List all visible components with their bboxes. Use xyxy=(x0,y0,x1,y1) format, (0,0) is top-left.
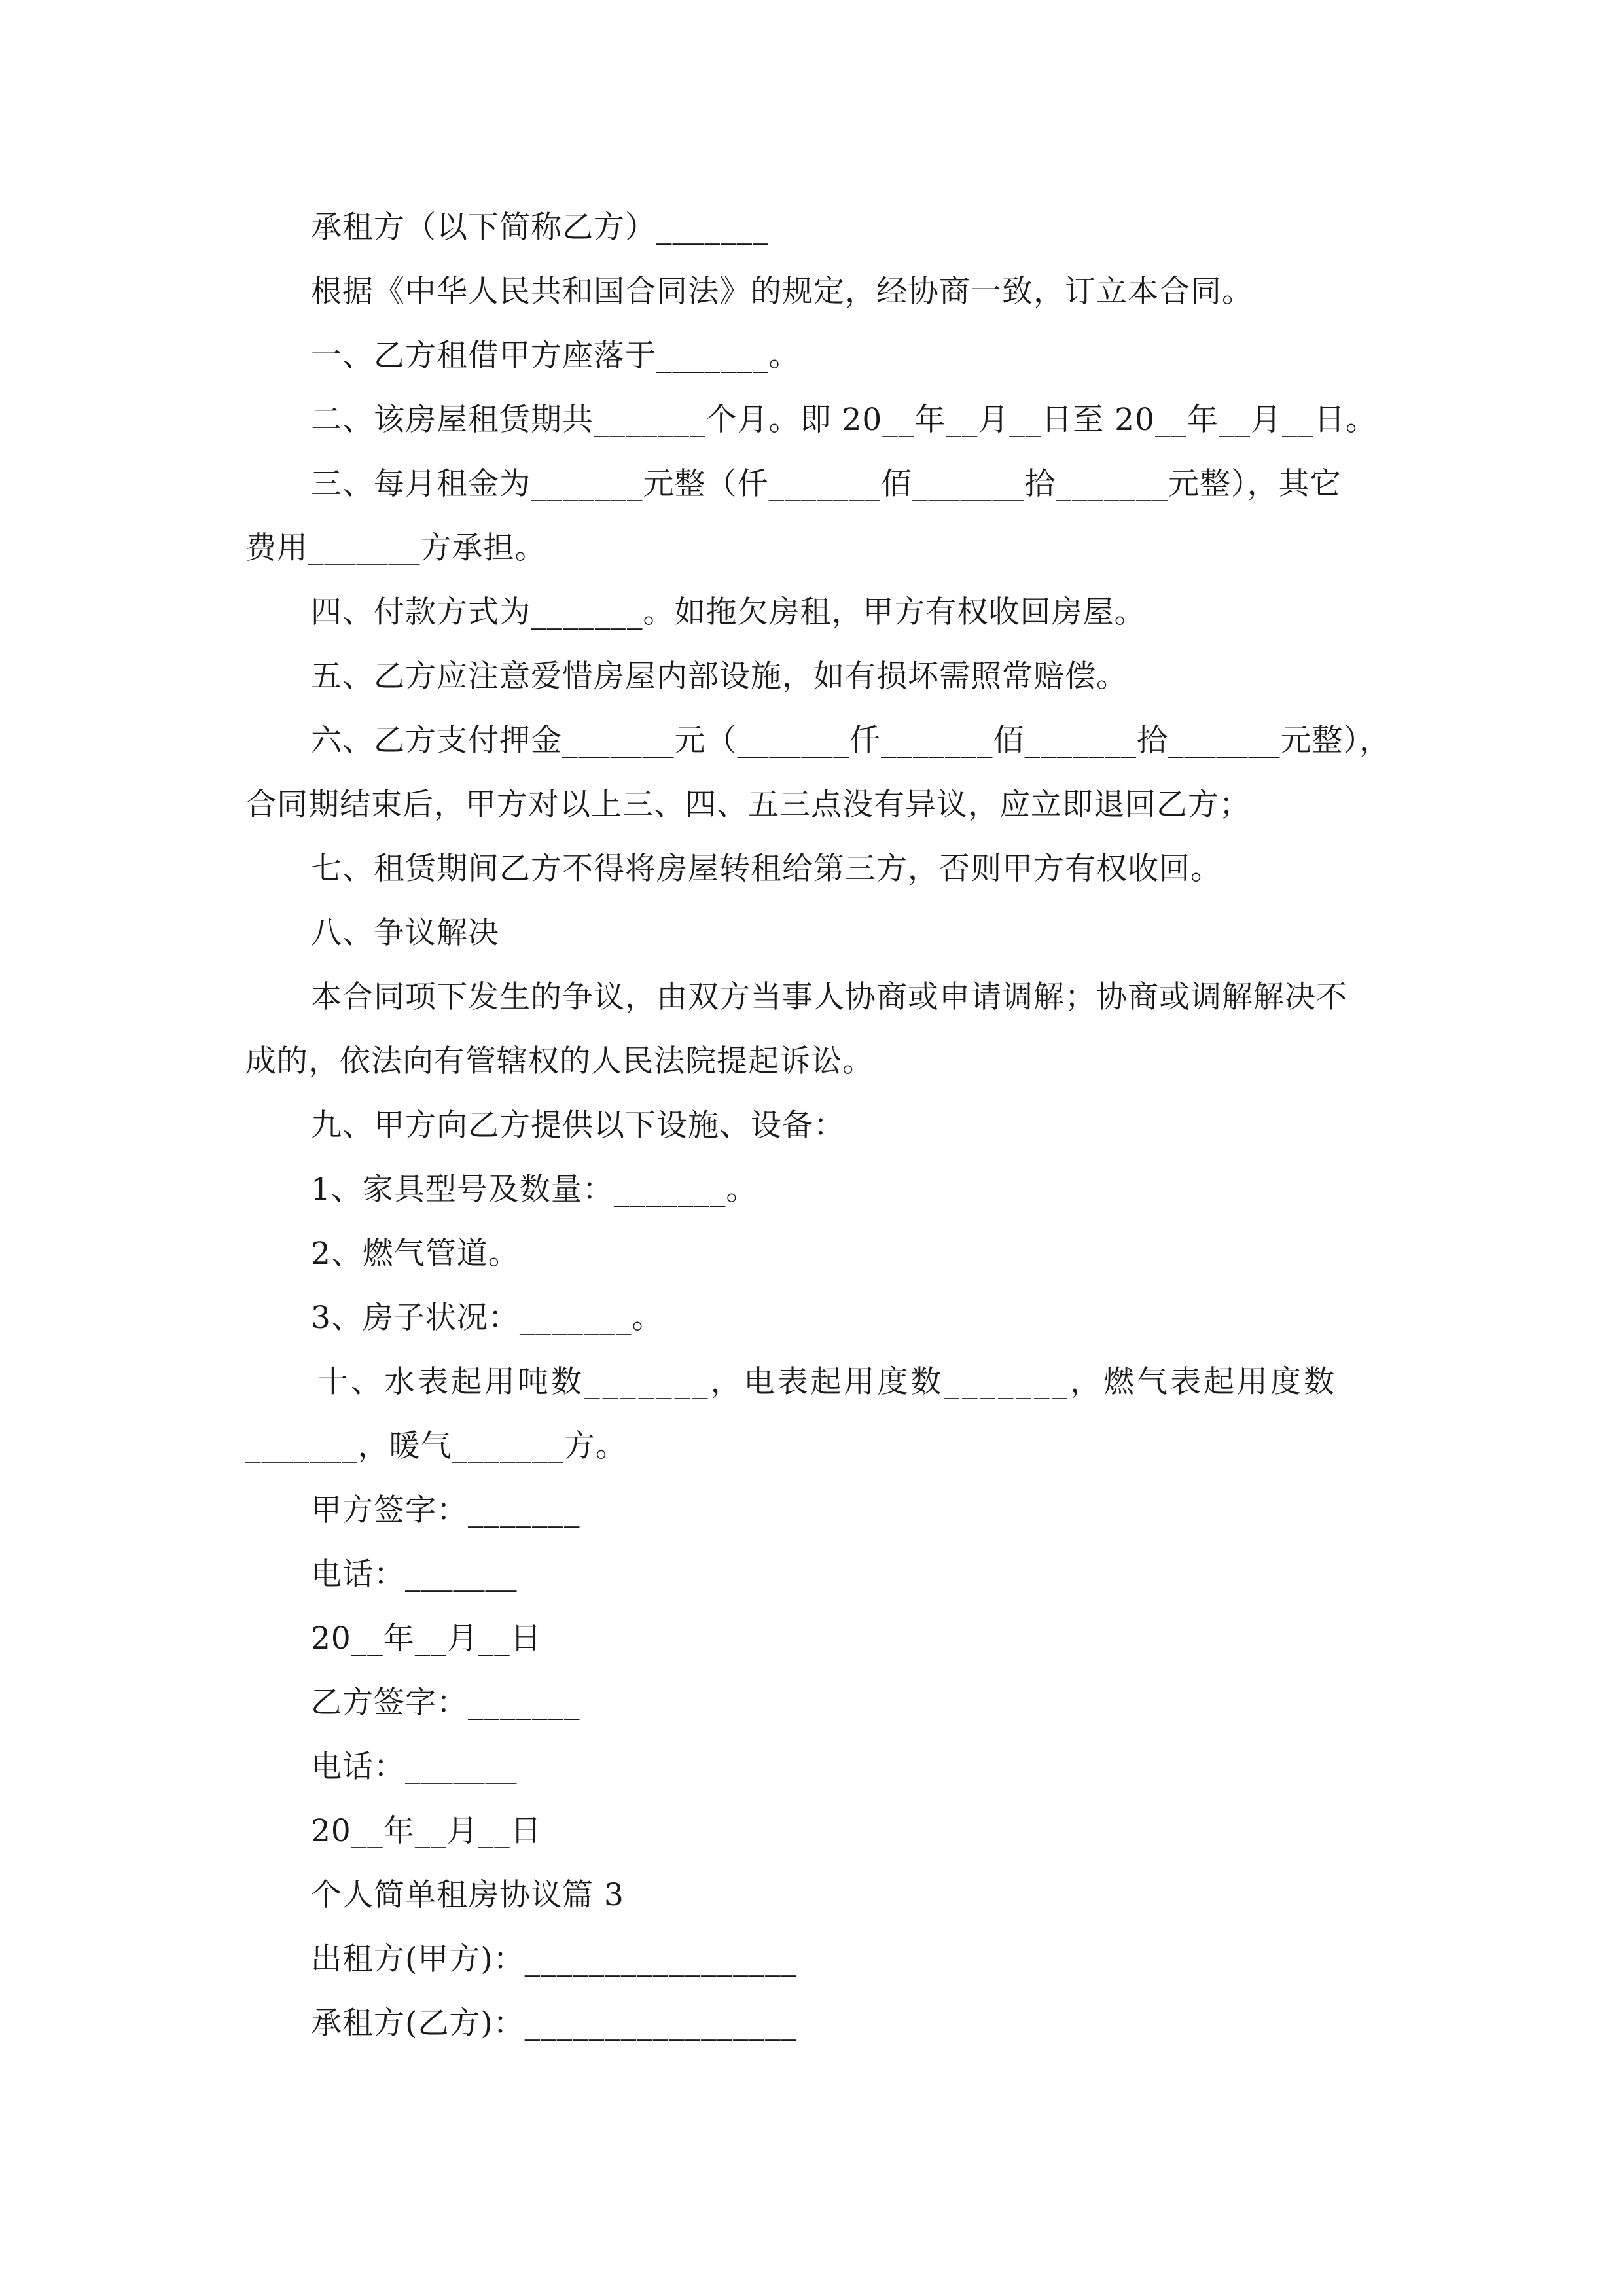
clause-4: 四、付款方式为_______。如拖欠房租，甲方有权收回房屋。 xyxy=(311,594,1146,630)
party-a-signature: 甲方签字：_______ xyxy=(311,1492,580,1528)
clause-10: 十、水表起用吨数_______，电表起用度数_______，燃气表起用度数 xyxy=(317,1364,1337,1400)
clause-9-item-1: 1、家具型号及数量：_______。 xyxy=(311,1172,758,1208)
clause-10-continued: _______，暖气_______方。 xyxy=(245,1428,627,1464)
clause-7: 七、租赁期间乙方不得将房屋转租给第三方，否则甲方有权收回。 xyxy=(311,851,1222,887)
party-b-signature: 乙方签字：_______ xyxy=(311,1685,580,1721)
clause-2: 二、该房屋租赁期共_______个月。即 20__年__月__日至 20__年__月__日。 xyxy=(311,402,1377,438)
lessor-line: 出租方(甲方)：_________________ xyxy=(311,1941,798,1977)
clause-3-continued: 费用_______方承担。 xyxy=(245,530,546,566)
party-a-phone: 电话：_______ xyxy=(311,1556,518,1592)
clause-9-item-3: 3、房子状况：_______。 xyxy=(311,1300,664,1336)
clause-6: 六、乙方支付押金_______元（_______仟_______佰_______拾_______元整）， xyxy=(311,723,1391,759)
clause-8-body-continued: 成的，依法向有管辖权的人民法院提起诉讼。 xyxy=(245,1043,874,1079)
lessee-line: 承租方(乙方)：_________________ xyxy=(311,2005,798,2041)
clause-9-item-2: 2、燃气管道。 xyxy=(311,1236,520,1272)
paragraph-basis: 根据《中华人民共和国合同法》的规定，经协商一致，订立本合同。 xyxy=(311,274,1253,310)
party-b-phone: 电话：_______ xyxy=(311,1749,518,1785)
clause-8-body: 本合同项下发生的争议，由双方当事人协商或申请调解；协商或调解解决不 xyxy=(311,979,1347,1015)
party-b-date: 20__年__月__日 xyxy=(311,1813,542,1849)
clause-9-heading: 九、甲方向乙方提供以下设施、设备： xyxy=(311,1107,845,1143)
clause-6-continued: 合同期结束后，甲方对以上三、四、五三点没有异议，应立即退回乙方； xyxy=(245,787,1251,823)
section-title: 个人简单租房协议篇 3 xyxy=(311,1877,624,1913)
paragraph-lessee-line: 承租方（以下简称乙方）_______ xyxy=(311,209,769,245)
party-a-date: 20__年__月__日 xyxy=(311,1621,542,1657)
clause-1: 一、乙方租借甲方座落于_______。 xyxy=(311,338,800,374)
clause-5: 五、乙方应注意爱惜房屋内部设施，如有损坏需照常赔偿。 xyxy=(311,658,1128,694)
clause-8-heading: 八、争议解决 xyxy=(311,915,499,951)
clause-3: 三、每月租金为_______元整（仟_______佰_______拾_______元整），其它 xyxy=(311,466,1342,502)
